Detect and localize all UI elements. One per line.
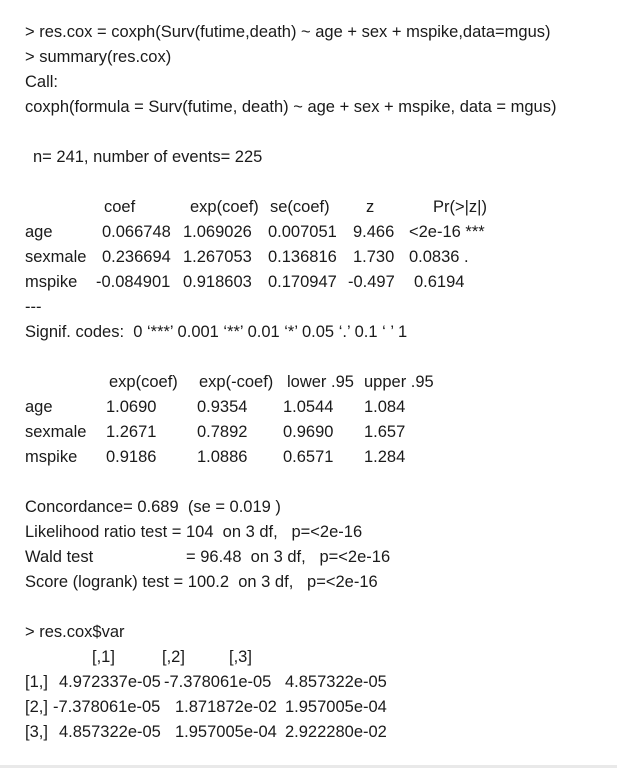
var-header-col2: [,2] [162, 648, 185, 666]
coef-header-p: Pr(>|z|) [433, 198, 487, 216]
wald-test-value: = 96.48 on 3 df, p=<2e-16 [186, 548, 391, 566]
wald-test-label: Wald test [25, 548, 94, 566]
table-row [0, 397, 617, 417]
coef-table-header [0, 197, 617, 217]
se-coef-value: 0.170947 [268, 273, 337, 291]
row-name: sexmale [25, 248, 87, 266]
score-test-line: Score (logrank) test = 100.2 on 3 df, p=<2e-16 [25, 573, 378, 591]
table-row [0, 672, 617, 692]
matrix-value: -7.378061e-05 [53, 698, 161, 716]
coef-value: 0.066748 [102, 223, 171, 241]
command-coxph: > res.cox = coxph(Surv(futime,death) ~ age + sex + mspike,data=mgus) [25, 23, 551, 41]
exp-neg-coef-value: 0.7892 [197, 423, 248, 441]
ci-header-exp-neg-coef: exp(-coef) [199, 373, 274, 391]
row-name: mspike [25, 448, 78, 466]
lower-value: 0.6571 [283, 448, 334, 466]
command-summary: > summary(res.cox) [25, 48, 172, 66]
table-row [0, 422, 617, 442]
coef-header-coef: coef [104, 198, 136, 216]
matrix-value: 2.922280e-02 [285, 723, 387, 741]
matrix-value: 4.972337e-05 [59, 673, 161, 691]
matrix-value: 1.957005e-04 [285, 698, 387, 716]
table-row [0, 247, 617, 267]
coef-value: 0.236694 [102, 248, 171, 266]
table-row [0, 447, 617, 467]
table-row [0, 222, 617, 242]
matrix-value: -7.378061e-05 [164, 673, 272, 691]
row-name: [3,] [25, 723, 48, 741]
call-label: Call: [25, 73, 59, 91]
row-name: age [25, 398, 53, 416]
row-name: age [25, 223, 53, 241]
ci-table-header [0, 372, 617, 392]
row-name: [2,] [25, 698, 48, 716]
var-matrix-header [0, 647, 617, 667]
matrix-value: 1.957005e-04 [175, 723, 277, 741]
upper-value: 1.657 [364, 423, 406, 441]
row-name: mspike [25, 273, 78, 291]
var-header-col1: [,1] [92, 648, 115, 666]
concordance-line: Concordance= 0.689 (se = 0.019 ) [25, 498, 281, 516]
p-value: 0.6194 [414, 273, 465, 291]
call-formula: coxph(formula = Surv(futime, death) ~ age + sex + mspike, data = mgus) [25, 98, 557, 116]
exp-coef-value: 1.069026 [183, 223, 252, 241]
table-row [0, 697, 617, 717]
signif-codes: Signif. codes: 0 ‘***’ 0.001 ‘**’ 0.01 ‘*’ 0.05 ‘.’ 0.1 ‘ ’ 1 [25, 323, 408, 341]
p-value: <2e-16 *** [409, 223, 485, 241]
table-row [0, 272, 617, 292]
matrix-value: 4.857322e-05 [59, 723, 161, 741]
coef-header-z: z [366, 198, 375, 216]
exp-coef-value: 1.0690 [106, 398, 157, 416]
separator-dashes: --- [25, 298, 42, 316]
p-value: 0.0836 . [409, 248, 469, 266]
exp-neg-coef-value: 1.0886 [197, 448, 248, 466]
exp-coef-value: 1.267053 [183, 248, 252, 266]
table-row [0, 722, 617, 742]
coef-header-se-coef: se(coef) [270, 198, 330, 216]
row-name: sexmale [25, 423, 87, 441]
ci-header-lower: lower .95 [287, 373, 354, 391]
lower-value: 0.9690 [283, 423, 334, 441]
matrix-value: 4.857322e-05 [285, 673, 387, 691]
upper-value: 1.084 [364, 398, 406, 416]
upper-value: 1.284 [364, 448, 406, 466]
row-name: [1,] [25, 673, 48, 691]
n-events-line: n= 241, number of events= 225 [33, 148, 263, 166]
z-value: 1.730 [353, 248, 395, 266]
likelihood-ratio-line: Likelihood ratio test = 104 on 3 df, p=<2e-16 [25, 523, 363, 541]
lower-value: 1.0544 [283, 398, 334, 416]
ci-header-upper: upper .95 [364, 373, 434, 391]
ci-header-exp-coef: exp(coef) [109, 373, 178, 391]
se-coef-value: 0.136816 [268, 248, 337, 266]
exp-coef-value: 0.9186 [106, 448, 157, 466]
exp-neg-coef-value: 0.9354 [197, 398, 248, 416]
exp-coef-value: 0.918603 [183, 273, 252, 291]
z-value: 9.466 [353, 223, 395, 241]
coef-value: -0.084901 [96, 273, 171, 291]
matrix-value: 1.871872e-02 [175, 698, 277, 716]
z-value: -0.497 [348, 273, 395, 291]
se-coef-value: 0.007051 [268, 223, 337, 241]
command-var: > res.cox$var [25, 623, 125, 641]
coef-header-exp-coef: exp(coef) [190, 198, 259, 216]
var-header-col3: [,3] [229, 648, 252, 666]
exp-coef-value: 1.2671 [106, 423, 157, 441]
